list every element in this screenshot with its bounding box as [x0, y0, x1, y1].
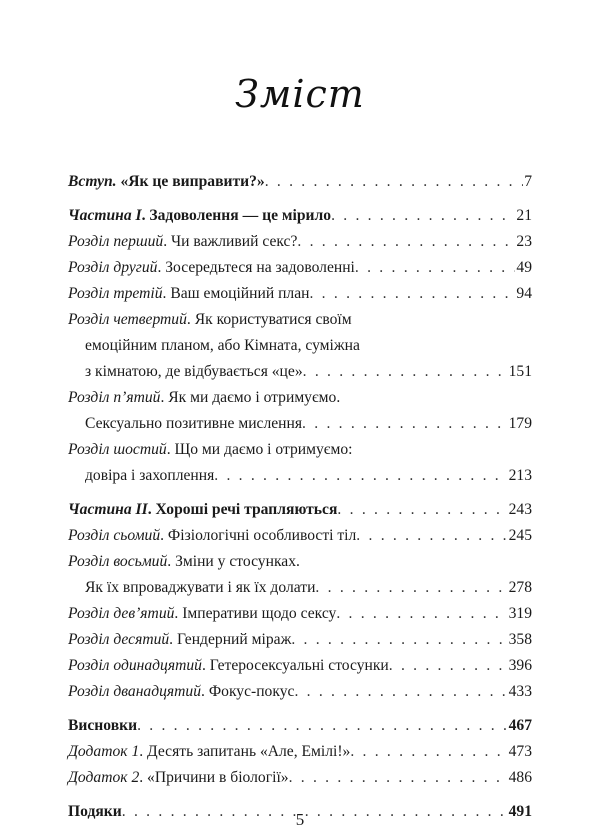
toc-page-number: 396 [508, 657, 532, 674]
toc-entry-prefix: Розділ п’ятий [68, 389, 161, 406]
toc-entry-title: Сексуально позитивне мислення [85, 415, 303, 432]
toc-entry-title: . Фізіологічні особливості тіл [160, 527, 357, 544]
toc-entry[interactable] [68, 679, 532, 705]
toc-page-number: 243 [508, 501, 532, 518]
toc-entry-prefix: Розділ дев’ятий [68, 605, 175, 622]
toc-entry[interactable] [68, 281, 532, 307]
toc-page-number: 7 [524, 173, 532, 190]
toc-entry-line [68, 575, 532, 601]
toc-entry-prefix: Додаток 1 [68, 743, 140, 760]
toc-entry-line [68, 333, 532, 359]
toc-entry-title: . Задоволення — це мірило [141, 207, 332, 224]
toc-entry-line [68, 385, 532, 411]
dot-leader [289, 765, 508, 791]
toc-entry-text [68, 203, 331, 229]
toc-entry-text [68, 523, 356, 549]
toc-entry-text [68, 255, 355, 281]
toc-entry-text [68, 653, 389, 679]
toc-entry-line [68, 203, 532, 229]
toc-entry[interactable] [68, 307, 532, 385]
toc-page-number: 49 [516, 259, 532, 276]
toc-entry[interactable] [68, 497, 532, 523]
dot-leader [294, 679, 507, 705]
toc-entry-prefix: Розділ четвертий [68, 311, 187, 328]
toc-entry-line [68, 713, 532, 739]
toc-entry-text [85, 575, 315, 601]
toc-entry-title: «Як це виправити?» [116, 173, 265, 190]
toc-page-number: 491 [508, 803, 532, 820]
toc-entry-prefix: Розділ шостий [68, 441, 167, 458]
toc-entry-line [68, 229, 532, 255]
toc-entry-line [68, 739, 532, 765]
toc-page-number: 486 [508, 769, 532, 786]
dot-leader [302, 411, 508, 437]
toc-entry-line [68, 411, 532, 437]
toc-page-number: 94 [516, 285, 532, 302]
toc-entry-text [68, 549, 300, 575]
toc-entry-text [68, 307, 352, 333]
toc-page-number: 473 [508, 743, 532, 760]
toc-entry-line [68, 307, 532, 333]
toc-entry-line [68, 169, 532, 195]
toc-entry-title: . Десять запитань «Але, Емілі!» [139, 743, 351, 760]
toc-page-number: 278 [508, 579, 532, 596]
toc-entry-line [68, 523, 532, 549]
toc-entry-line [68, 255, 532, 281]
dot-leader [303, 359, 508, 385]
toc-entry-title: . Зміни у стосунках. [167, 553, 300, 570]
toc-entry[interactable] [68, 255, 532, 281]
toc-entry-prefix: Розділ десятий [68, 631, 170, 648]
dot-leader [309, 281, 515, 307]
toc-entry-title: . «Причини в біології» [139, 769, 289, 786]
table-of-contents [68, 169, 532, 833]
toc-entry-title: . Фокус-покус [201, 683, 295, 700]
toc-entry-title: . Гетеросексуальні стосунки [201, 657, 389, 674]
toc-entry-line [68, 549, 532, 575]
toc-entry-text [68, 765, 289, 791]
toc-entry[interactable] [68, 653, 532, 679]
toc-entry-line [68, 281, 532, 307]
toc-entry[interactable] [68, 765, 532, 791]
dot-leader [350, 739, 507, 765]
toc-entry-prefix: Вступ. [68, 173, 117, 190]
toc-entry-title: . Як ми даємо і отримуємо. [160, 389, 341, 406]
toc-entry-text [85, 359, 303, 385]
toc-entry-prefix: Розділ третій [68, 285, 163, 302]
toc-heading: Зміст [235, 72, 365, 116]
toc-entry-title: . Ваш емоційний план [162, 285, 310, 302]
dot-leader [355, 255, 516, 281]
toc-entry-prefix: Розділ перший [68, 233, 164, 250]
toc-entry[interactable] [68, 229, 532, 255]
toc-entry-title: Подяки [68, 803, 122, 820]
toc-entry-text [85, 411, 302, 437]
toc-page-number: 23 [516, 233, 532, 250]
toc-entry-title: емоційним планом, або Кімната, суміжна [85, 337, 360, 354]
toc-entry[interactable] [68, 601, 532, 627]
toc-page-number: 213 [508, 467, 532, 484]
toc-entry-line [68, 627, 532, 653]
toc-page-number: 151 [508, 363, 532, 380]
toc-page-number: 467 [508, 717, 532, 734]
toc-entry-prefix: Частина I [68, 207, 142, 224]
toc-entry[interactable] [68, 385, 532, 437]
toc-section [68, 203, 532, 489]
toc-entry-text [68, 627, 291, 653]
toc-entry-line [68, 601, 532, 627]
toc-entry-text [68, 385, 340, 411]
toc-entry-title: . Чи важливий секс? [163, 233, 298, 250]
toc-entry-text [85, 333, 360, 359]
toc-entry-title: . Гендерний міраж [169, 631, 292, 648]
toc-entry-title: довіра і захоплення [85, 467, 215, 484]
toc-entry-text [68, 229, 297, 255]
dot-leader [336, 601, 507, 627]
toc-entry[interactable] [68, 169, 532, 195]
toc-entry-line [68, 359, 532, 385]
toc-entry[interactable] [68, 549, 532, 601]
toc-entry-text [68, 169, 265, 195]
toc-entry[interactable] [68, 203, 532, 229]
toc-entry-prefix: Розділ одинадцятий [68, 657, 202, 674]
toc-entry[interactable] [68, 627, 532, 653]
toc-entry-title: . Зосередьтеся на задоволенні [157, 259, 355, 276]
toc-entry-title: з кімнатою, де відбувається «це» [85, 363, 303, 380]
toc-entry-prefix: Розділ восьмий [68, 553, 168, 570]
toc-entry-text [85, 463, 214, 489]
toc-page-number: 21 [516, 207, 532, 224]
toc-entry-text [68, 679, 294, 705]
toc-entry-line [68, 679, 532, 705]
dot-leader [297, 229, 515, 255]
toc-entry[interactable] [68, 523, 532, 549]
dot-leader [315, 575, 507, 601]
toc-entry[interactable] [68, 437, 532, 489]
dot-leader [389, 653, 508, 679]
dot-leader [291, 627, 507, 653]
dot-leader [331, 203, 515, 229]
dot-leader [265, 169, 523, 195]
page-number: 5 [295, 810, 305, 829]
toc-entry-prefix: Розділ другий [68, 259, 158, 276]
toc-page-number: 433 [508, 683, 532, 700]
toc-entry-title: . Що ми даємо і отримуємо: [166, 441, 353, 458]
dot-leader [356, 523, 507, 549]
toc-entry-title: Як їх впроваджувати і як їх долати [85, 579, 316, 596]
toc-page-number: 179 [508, 415, 532, 432]
toc-entry-text [68, 281, 309, 307]
toc-entry-prefix: Розділ дванадцятий [68, 683, 202, 700]
toc-entry-line [68, 463, 532, 489]
toc-entry-text [68, 497, 337, 523]
toc-entry-text [68, 437, 352, 463]
toc-section [68, 169, 532, 195]
toc-entry-prefix: Частина II [68, 501, 148, 518]
toc-entry-line [68, 497, 532, 523]
toc-entry-line [68, 765, 532, 791]
toc-entry-text [68, 713, 137, 739]
toc-section [68, 713, 532, 791]
toc-entry-title: . Хороші речі трапляються [147, 501, 338, 518]
dot-leader [214, 463, 507, 489]
toc-entry-title: Висновки [68, 717, 138, 734]
toc-entry-title: . Імперативи щодо сексу [174, 605, 337, 622]
toc-entry-line [68, 437, 532, 463]
toc-entry[interactable] [68, 739, 532, 765]
toc-entry-text [68, 739, 350, 765]
toc-entry-text [68, 601, 336, 627]
toc-entry-title: . Як користуватися своїм [186, 311, 352, 328]
dot-leader [137, 713, 508, 739]
toc-entry-prefix: Додаток 2 [68, 769, 140, 786]
toc-section [68, 497, 532, 705]
toc-entry[interactable] [68, 713, 532, 739]
toc-page-number: 319 [508, 605, 532, 622]
toc-page-number: 358 [508, 631, 532, 648]
dot-leader [337, 497, 507, 523]
toc-entry-line [68, 653, 532, 679]
toc-entry-prefix: Розділ сьомий [68, 527, 161, 544]
toc-page-number: 245 [508, 527, 532, 544]
